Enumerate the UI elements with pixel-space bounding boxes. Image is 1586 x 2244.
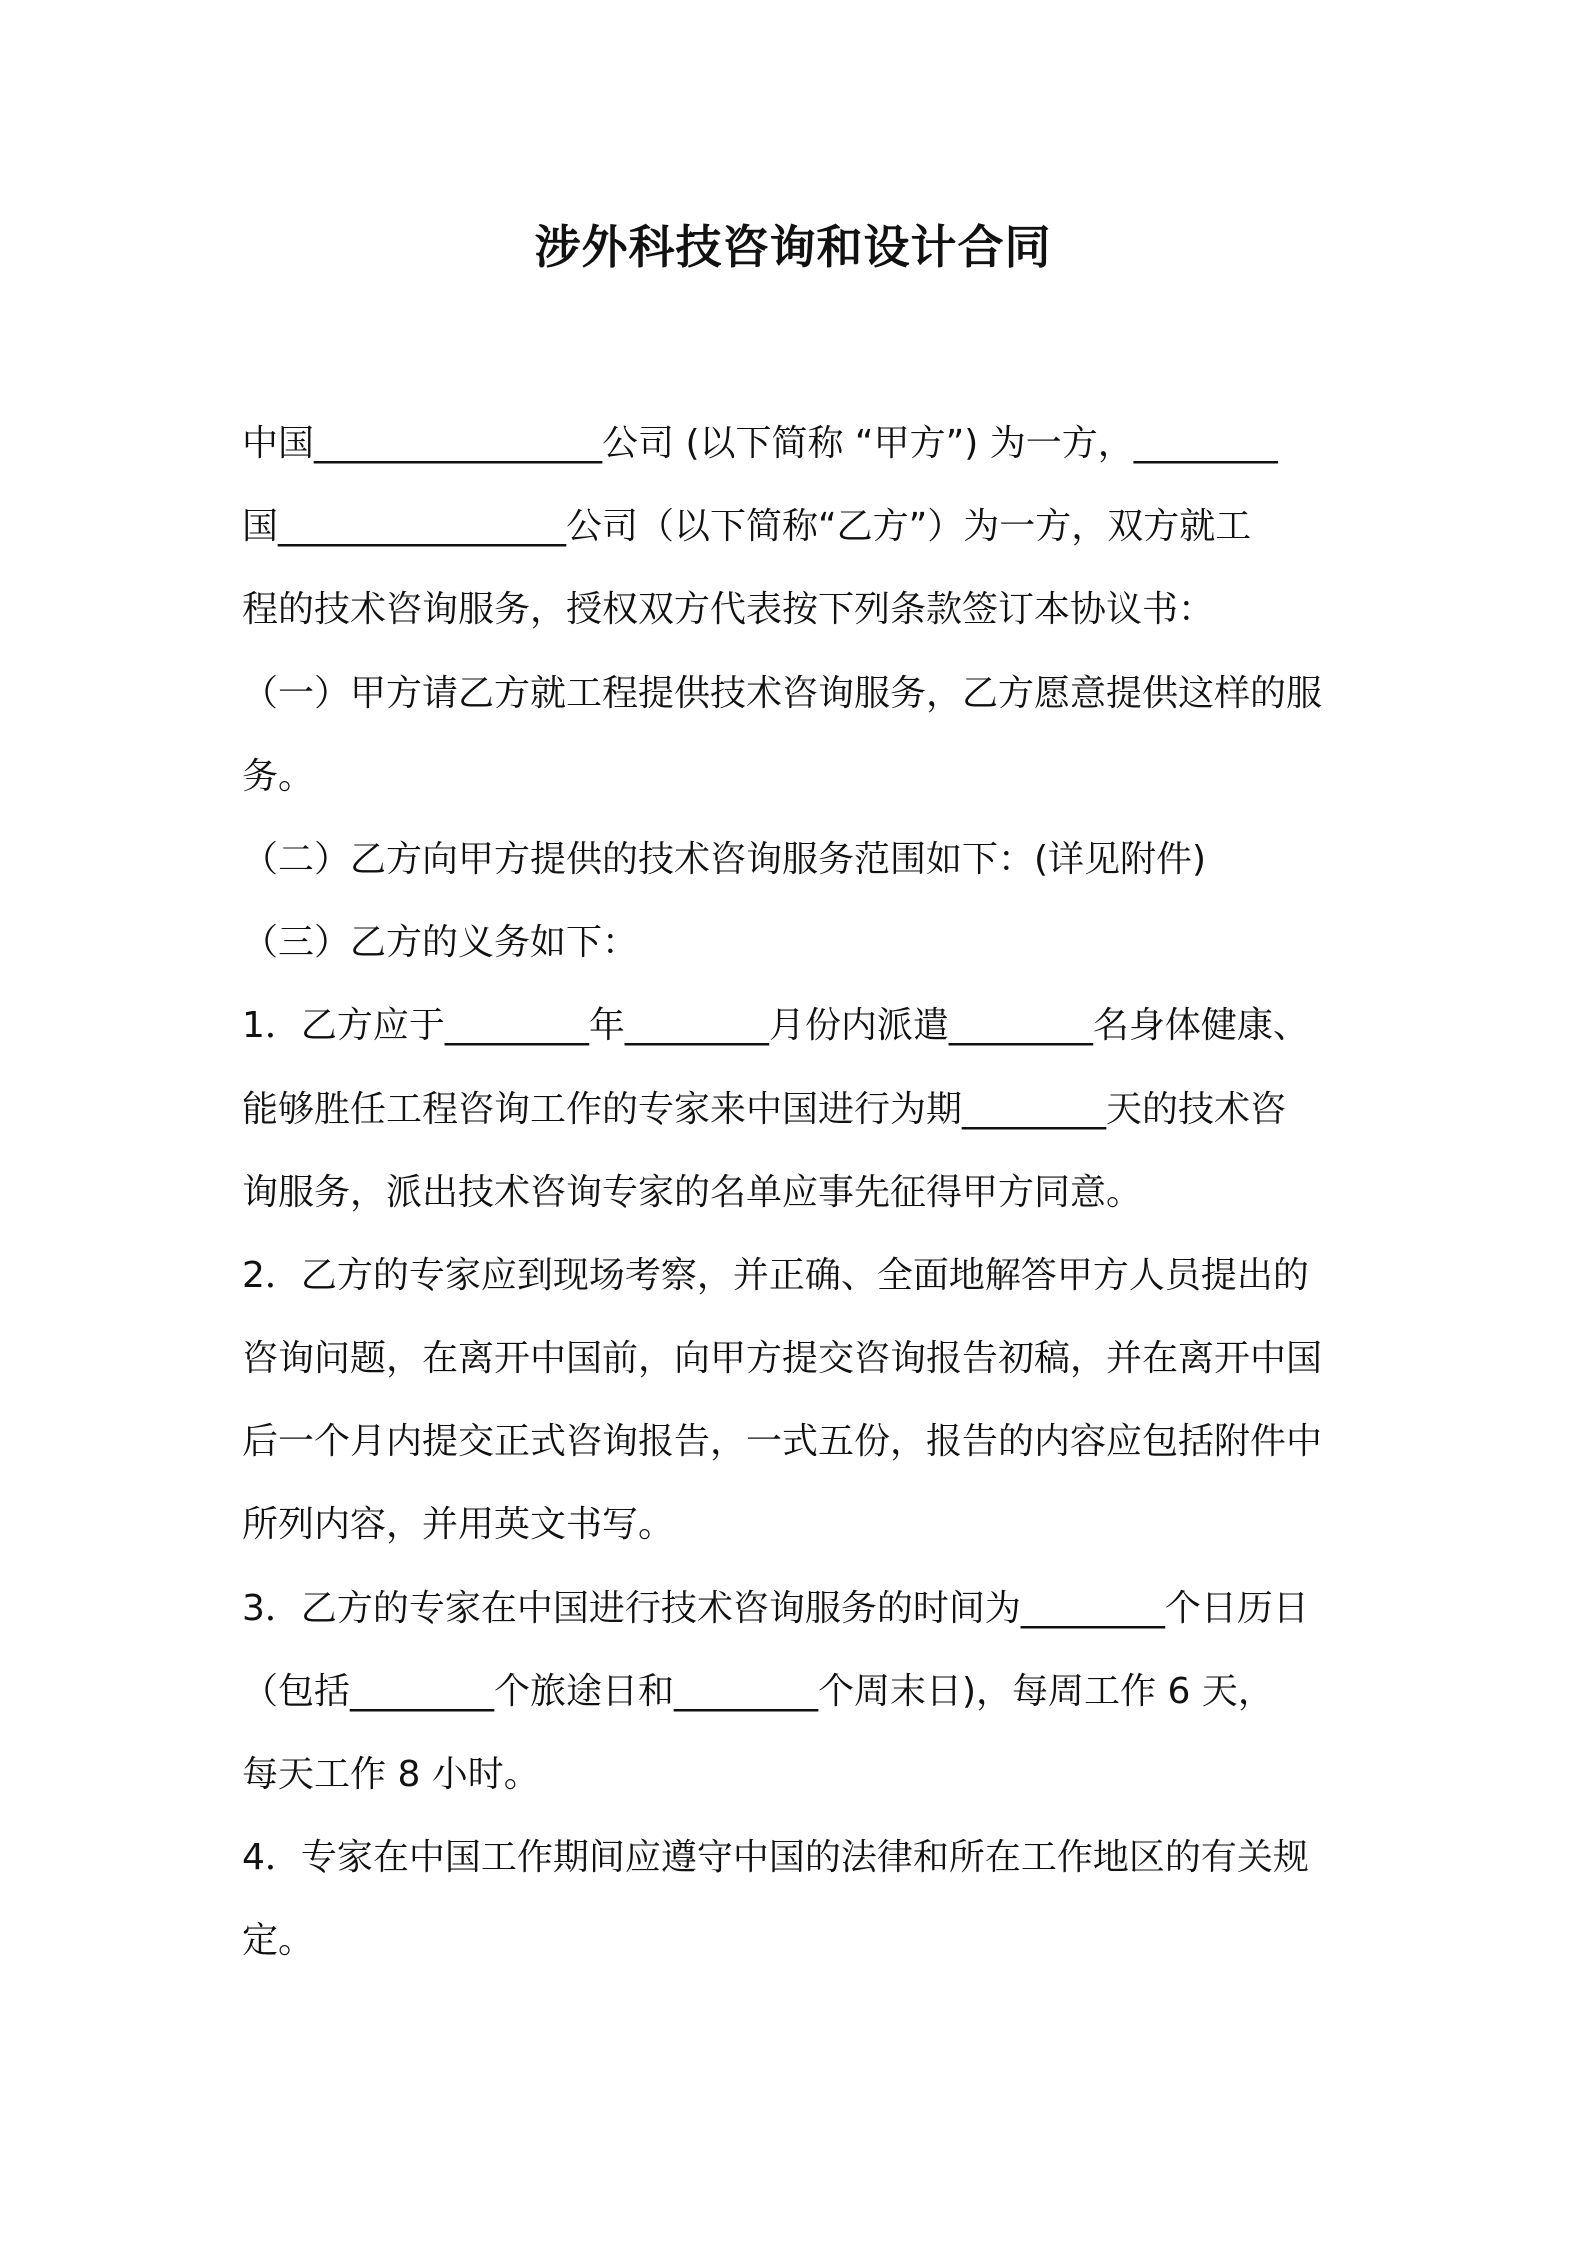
- body-line: 每天工作 8 小时。: [242, 1754, 540, 1795]
- body-line: 国________________公司（以下简称“乙方”）为一方，双方就工: [242, 506, 1252, 548]
- body-line: 中国________________公司 (以下简称 “甲方”) 为一方，________: [242, 423, 1278, 464]
- body-line: 咨询问题，在离开中国前，向甲方提交咨询报告初稿，并在离开中国: [242, 1338, 1323, 1380]
- body-line: 3．乙方的专家在中国进行技术咨询服务的时间为________个日历日: [242, 1587, 1309, 1629]
- document-title: 涉外科技咨询和设计合同: [534, 220, 1052, 274]
- body-line: 询服务，派出技术咨询专家的名单应事先征得甲方同意。: [242, 1171, 1143, 1213]
- body-line: （一）甲方请乙方就工程提供技术咨询服务，乙方愿意提供这样的服: [242, 672, 1323, 714]
- document-body: [242, 402, 1362, 1983]
- body-line: 所列内容，并用英文书写。: [242, 1504, 675, 1546]
- body-line: （包括________个旅途日和________个周末日)，每周工作 6 天，: [242, 1670, 1274, 1712]
- body-line: （二）乙方向甲方提供的技术咨询服务范围如下：(详见附件): [242, 838, 1207, 880]
- body-line: 定。: [242, 1920, 315, 1962]
- body-line: 4．专家在中国工作期间应遵守中国的法律和所在工作地区的有关规: [242, 1837, 1309, 1879]
- body-line: （三）乙方的义务如下：: [242, 922, 639, 964]
- body-line: 程的技术咨询服务，授权双方代表按下列条款签订本协议书：: [242, 589, 1215, 631]
- body-line: 后一个月内提交正式咨询报告，一式五份，报告的内容应包括附件中: [242, 1421, 1323, 1463]
- body-line: 2．乙方的专家应到现场考察，并正确、全面地解答甲方人员提出的: [242, 1254, 1309, 1296]
- body-line: 1．乙方应于________年________月份内派遣________名身体健康、: [242, 1005, 1309, 1047]
- body-line: 能够胜任工程咨询工作的专家来中国进行为期________天的技术咨: [242, 1088, 1287, 1130]
- body-line: 务。: [242, 755, 315, 797]
